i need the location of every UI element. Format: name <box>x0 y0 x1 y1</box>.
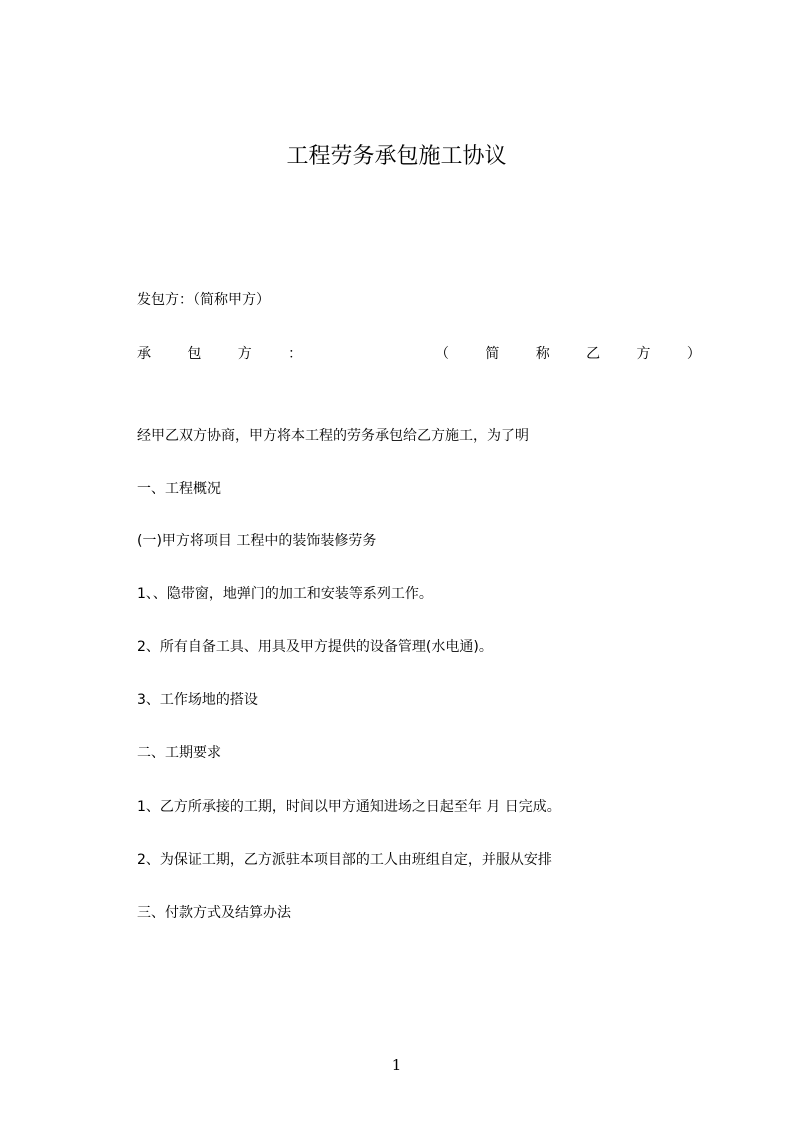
blank-space <box>339 344 399 364</box>
section-heading: 三、付款方式及结算办法 <box>137 905 291 921</box>
party-b-char: 称 <box>535 346 550 362</box>
list-item: 2、为保证工期，乙方派驻本项目部的工人由班组自定，并服从安排 <box>137 852 552 868</box>
document-title: 工程劳务承包施工协议 <box>286 144 507 169</box>
party-a-line: 发包方：（简称甲方） <box>137 292 270 308</box>
party-b-char: 方 <box>237 346 252 362</box>
party-b-char: 承 <box>137 346 151 362</box>
section-heading: 一、工程概况 <box>137 481 221 497</box>
party-b-char: 乙 <box>586 346 601 362</box>
list-item: 3、工作场地的搭设 <box>137 692 258 708</box>
section-heading: 二、工期要求 <box>137 745 221 761</box>
list-item: 2、所有自备工具、用具及甲方提供的设备管理(水电通)。 <box>137 639 493 655</box>
section-subheading: (一)甲方将项目 工程中的装饰装修劳务 <box>137 533 377 549</box>
party-b-char: 包 <box>187 346 202 362</box>
page-number: 1 <box>391 1056 402 1074</box>
party-b-char: 方 <box>636 346 651 362</box>
list-item: 1、、隐带窗，地弹门的加工和安装等系列工作。 <box>137 586 433 602</box>
party-b-char: ： <box>288 346 303 362</box>
party-b-line <box>137 344 701 364</box>
intro-paragraph: 经甲乙双方协商，甲方将本工程的劳务承包给乙方施工，为了明 <box>137 428 529 444</box>
party-b-char: ） <box>686 346 701 362</box>
party-b-char: 简 <box>485 346 500 362</box>
party-b-char: （ <box>434 346 449 362</box>
list-item: 1、乙方所承接的工期，时间以甲方通知进场之日起至年 月 日完成。 <box>137 799 561 815</box>
